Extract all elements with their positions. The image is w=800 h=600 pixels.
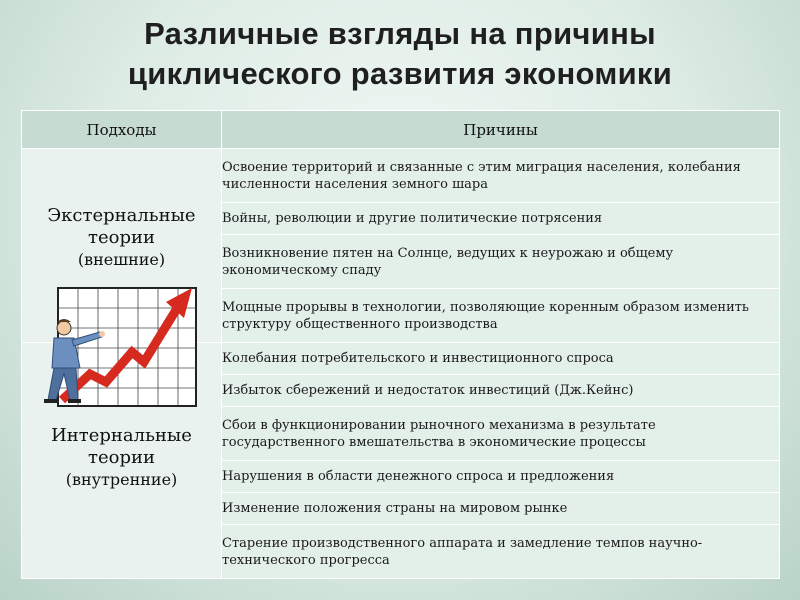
header-approaches: Подходы: [22, 111, 222, 149]
cause-cell: Колебания потребительского и инвестиционного спроса: [222, 343, 780, 375]
cause-cell: Возникновение пятен на Солнце, ведущих к неурожаю и общему экономическому спаду: [222, 235, 780, 289]
table-row: [22, 149, 780, 203]
header-causes: Причины: [222, 111, 780, 149]
cause-cell: Войны, революции и другие политические потрясения: [222, 203, 780, 235]
cause-cell: Нарушения в области денежного спроса и предложения: [222, 461, 780, 493]
businessman-growth-chart-icon: [40, 282, 200, 412]
approach-internal-subtitle: (внутренние): [65, 470, 178, 489]
cause-cell: Освоение территорий и связанные с этим миграция населения, колебания численности населения земного шара: [222, 149, 780, 203]
approach-internal-name-1: Интернальные: [51, 425, 192, 446]
title-line-2: циклического развития экономики: [127, 56, 673, 91]
approach-external-subtitle: (внешние): [77, 250, 166, 269]
cause-cell: Мощные прорывы в технологии, позволяющие коренным образом изменить структуру общественного производства: [222, 289, 780, 343]
page-title: [0, 14, 800, 94]
approach-internal-name-2: теории: [88, 447, 155, 468]
table-header-row: [22, 111, 780, 149]
cause-cell: Изменение положения страны на мировом рынке: [222, 493, 780, 525]
title-line-1: Различные взгляды на причины: [144, 16, 656, 51]
cause-cell: Избыток сбережений и недостаток инвестиций (Дж.Кейнс): [222, 375, 780, 407]
approach-external-name-1: Экстернальные: [47, 205, 196, 226]
cause-cell: Сбои в функционировании рыночного механизма в результате государственного вмешательства в экономические процессы: [222, 407, 780, 461]
cause-cell: Старение производственного аппарата и замедление темпов научно-технического прогресса: [222, 525, 780, 579]
approach-external-name-2: теории: [88, 227, 155, 248]
